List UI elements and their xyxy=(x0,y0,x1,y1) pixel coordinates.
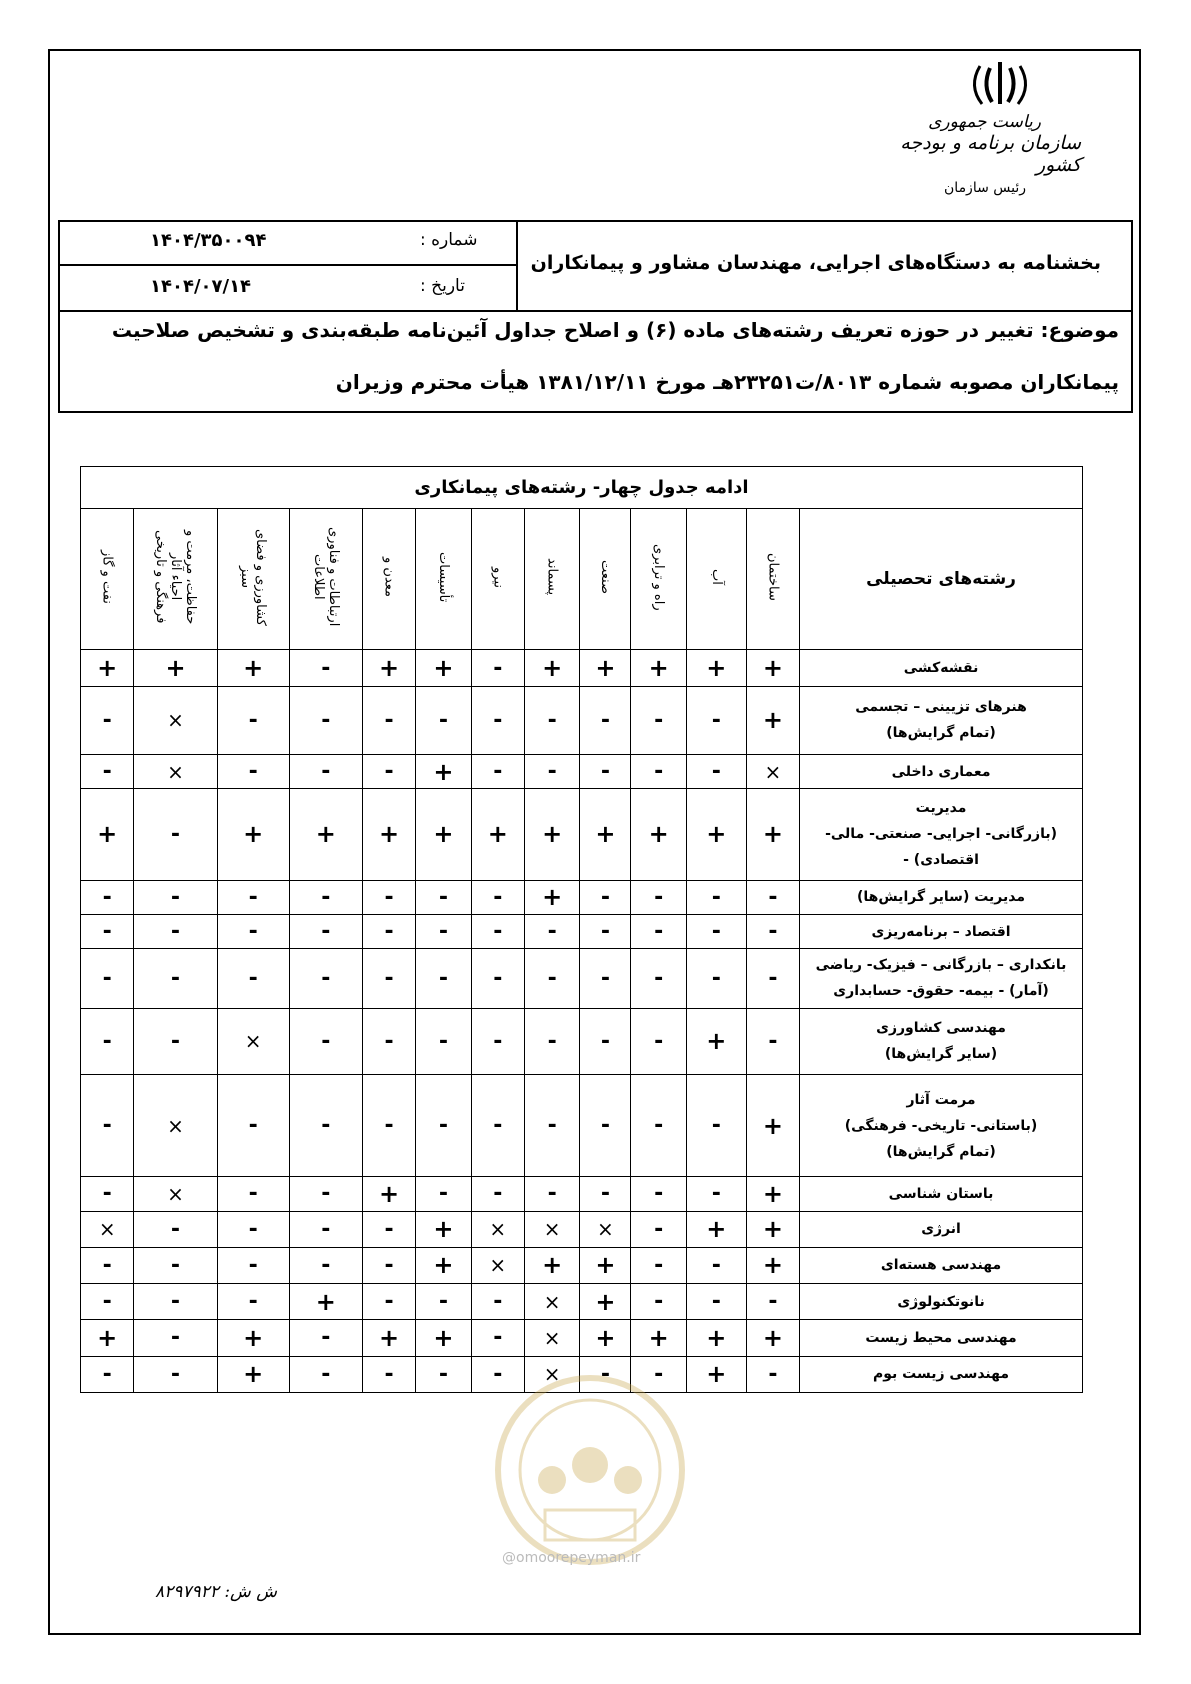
eligibility-cell: - xyxy=(134,880,217,914)
eligibility-cell: + xyxy=(289,1284,362,1320)
eligibility-cell: + xyxy=(686,1356,746,1392)
field-name: مهندسی هسته‌ای xyxy=(800,1247,1083,1283)
category-column-header: حفاظت، مرمت و احیاء آثار فرهنگی و تاریخی xyxy=(153,529,198,625)
eligibility-cell: - xyxy=(471,914,524,948)
date-label: تاریخ : xyxy=(420,276,465,296)
eligibility-cell: - xyxy=(289,1211,362,1247)
eligibility-cell: - xyxy=(580,755,631,789)
field-name: هنرهای تزیینی – تجسمی (تمام گرایش‌ها) xyxy=(800,686,1083,754)
subject-line-1: موضوع: تغییر در حوزه تعریف رشته‌های ماده (۶) و اصلاح جداول آئین‌نامه طبقه‌بندی و تشخیص صلاحیت xyxy=(111,318,1119,342)
eligibility-cell: - xyxy=(362,755,415,789)
eligibility-cell: - xyxy=(416,1177,471,1211)
eligibility-cell: + xyxy=(524,789,579,881)
category-column-header: نفت و گاز xyxy=(99,550,115,604)
eligibility-cell: - xyxy=(289,650,362,686)
eligibility-cell: - xyxy=(81,1177,134,1211)
eligibility-cell: - xyxy=(289,949,362,1009)
eligibility-cell: + xyxy=(746,789,799,881)
eligibility-cell: × xyxy=(471,1211,524,1247)
eligibility-cell: × xyxy=(81,1211,134,1247)
eligibility-cell: + xyxy=(686,789,746,881)
eligibility-cell: + xyxy=(580,650,631,686)
field-name: مهندسی کشاورزی (سایر گرایش‌ها) xyxy=(800,1008,1083,1074)
eligibility-cell: - xyxy=(471,1074,524,1176)
eligibility-cell: + xyxy=(580,1247,631,1283)
category-column-header: ارتباطات و فناوری اطلاعات xyxy=(310,527,341,627)
eligibility-cell: - xyxy=(580,1008,631,1074)
eligibility-cell: - xyxy=(416,1008,471,1074)
eligibility-cell: - xyxy=(524,1177,579,1211)
eligibility-cell: - xyxy=(686,880,746,914)
eligibility-cell: - xyxy=(746,1284,799,1320)
eligibility-cell: - xyxy=(746,914,799,948)
eligibility-cell: + xyxy=(217,1356,289,1392)
eligibility-cell: - xyxy=(362,1247,415,1283)
eligibility-cell: + xyxy=(580,1320,631,1356)
table-row xyxy=(81,755,1083,789)
category-column-header: راه و ترابری xyxy=(651,543,667,611)
eligibility-cell: - xyxy=(524,755,579,789)
eligibility-cell: - xyxy=(134,914,217,948)
eligibility-cell: - xyxy=(471,1284,524,1320)
eligibility-cell: - xyxy=(81,1247,134,1283)
table-row xyxy=(81,949,1083,1009)
eligibility-cell: + xyxy=(471,789,524,881)
eligibility-cell: - xyxy=(134,1320,217,1356)
field-name: مرمت آثار (باستانی- تاریخی- فرهنگی) (تمام گرایش‌ها) xyxy=(800,1074,1083,1176)
table-row xyxy=(81,1177,1083,1211)
eligibility-cell: - xyxy=(81,880,134,914)
table-row xyxy=(81,1247,1083,1283)
table-row xyxy=(81,914,1083,948)
eligibility-cell: - xyxy=(471,1177,524,1211)
eligibility-cell: - xyxy=(631,686,686,754)
eligibility-cell: + xyxy=(746,686,799,754)
table-row xyxy=(81,686,1083,754)
eligibility-cell: - xyxy=(289,1320,362,1356)
eligibility-cell: - xyxy=(289,1008,362,1074)
eligibility-cell: - xyxy=(471,1356,524,1392)
eligibility-cell: - xyxy=(217,914,289,948)
eligibility-cell: + xyxy=(362,789,415,881)
eligibility-cell: × xyxy=(217,1008,289,1074)
eligibility-cell: + xyxy=(746,1320,799,1356)
eligibility-cell: - xyxy=(580,914,631,948)
eligibility-cell: + xyxy=(746,650,799,686)
eligibility-cell: - xyxy=(631,755,686,789)
eligibility-cell: - xyxy=(471,1320,524,1356)
eligibility-cell: - xyxy=(471,650,524,686)
eligibility-cell: - xyxy=(134,1356,217,1392)
eligibility-cell: - xyxy=(217,1074,289,1176)
eligibility-cell: + xyxy=(416,1247,471,1283)
eligibility-cell: - xyxy=(81,949,134,1009)
eligibility-cell: - xyxy=(631,949,686,1009)
eligibility-cell: × xyxy=(134,686,217,754)
table-row xyxy=(81,1074,1083,1176)
eligibility-cell: + xyxy=(746,1074,799,1176)
field-column-header: رشته‌های تحصیلی xyxy=(800,508,1083,650)
field-name: نقشه‌کشی xyxy=(800,650,1083,686)
eligibility-cell: + xyxy=(631,789,686,881)
eligibility-cell: - xyxy=(81,1356,134,1392)
eligibility-cell: - xyxy=(524,1008,579,1074)
eligibility-cell: - xyxy=(580,1177,631,1211)
eligibility-cell: + xyxy=(416,755,471,789)
eligibility-cell: + xyxy=(416,1320,471,1356)
number-label: شماره : xyxy=(420,230,478,250)
eligibility-cell: + xyxy=(217,1320,289,1356)
table-row xyxy=(81,1320,1083,1356)
eligibility-cell: × xyxy=(524,1211,579,1247)
watermark-text: @omoorepeyman.ir xyxy=(502,1550,641,1566)
eligibility-cell: × xyxy=(134,1177,217,1211)
eligibility-cell: + xyxy=(746,1247,799,1283)
emblem-icon xyxy=(960,58,1040,108)
letter-header-box xyxy=(58,220,1133,413)
eligibility-cell: + xyxy=(134,650,217,686)
eligibility-cell: - xyxy=(686,1284,746,1320)
contractor-fields-table xyxy=(80,466,1083,1393)
eligibility-cell: + xyxy=(686,1320,746,1356)
eligibility-cell: + xyxy=(524,650,579,686)
field-name: نانوتکنولوژی xyxy=(800,1284,1083,1320)
eligibility-cell: - xyxy=(416,949,471,1009)
field-name: انرژی xyxy=(800,1211,1083,1247)
eligibility-cell: - xyxy=(362,914,415,948)
eligibility-cell: + xyxy=(746,1211,799,1247)
eligibility-cell: - xyxy=(81,1074,134,1176)
table-row xyxy=(81,1284,1083,1320)
eligibility-cell: - xyxy=(217,686,289,754)
eligibility-cell: - xyxy=(631,1211,686,1247)
table-row xyxy=(81,880,1083,914)
eligibility-cell: - xyxy=(686,914,746,948)
eligibility-cell: + xyxy=(81,650,134,686)
category-column-header: معدن و xyxy=(381,557,397,598)
eligibility-cell: - xyxy=(686,1177,746,1211)
eligibility-cell: + xyxy=(416,650,471,686)
eligibility-cell: - xyxy=(580,949,631,1009)
eligibility-cell: - xyxy=(362,1356,415,1392)
subject-line-2: پیمانکاران مصوبه شماره ۸۰۱۳/ت۲۳۲۵۱هـ مورخ ۱۳۸۱/۱۲/۱۱ هیأت محترم وزیران xyxy=(335,370,1119,394)
eligibility-cell: × xyxy=(524,1284,579,1320)
eligibility-cell: - xyxy=(217,1247,289,1283)
eligibility-cell: - xyxy=(416,1074,471,1176)
eligibility-cell: + xyxy=(746,1177,799,1211)
eligibility-cell: + xyxy=(686,1008,746,1074)
eligibility-cell: - xyxy=(289,755,362,789)
field-name: باستان شناسی xyxy=(800,1177,1083,1211)
eligibility-cell: - xyxy=(217,880,289,914)
eligibility-cell: - xyxy=(631,1284,686,1320)
eligibility-cell: - xyxy=(631,1177,686,1211)
eligibility-cell: + xyxy=(217,650,289,686)
eligibility-cell: - xyxy=(134,1247,217,1283)
field-name: اقتصاد – برنامه‌ریزی xyxy=(800,914,1083,948)
eligibility-cell: - xyxy=(746,1356,799,1392)
eligibility-cell: - xyxy=(580,880,631,914)
field-name: معماری داخلی xyxy=(800,755,1083,789)
eligibility-cell: - xyxy=(746,1008,799,1074)
category-column-header: ساختمان xyxy=(765,553,781,601)
category-column-header: نیرو xyxy=(490,566,506,588)
eligibility-cell: - xyxy=(471,686,524,754)
eligibility-cell: - xyxy=(289,880,362,914)
eligibility-cell: + xyxy=(686,1211,746,1247)
table-row xyxy=(81,789,1083,881)
footer-reference: ش ش: ۸۲۹۷۹۲۲ xyxy=(155,1582,277,1602)
eligibility-cell: - xyxy=(134,1284,217,1320)
eligibility-cell: - xyxy=(580,1074,631,1176)
eligibility-cell: - xyxy=(217,949,289,1009)
organization-block xyxy=(861,112,1081,196)
eligibility-cell: - xyxy=(631,1008,686,1074)
category-column-header: صنعت xyxy=(597,560,613,595)
eligibility-cell: × xyxy=(471,1247,524,1283)
eligibility-cell: + xyxy=(416,1211,471,1247)
eligibility-cell: - xyxy=(746,949,799,1009)
eligibility-cell: × xyxy=(134,1074,217,1176)
date-value: ۱۴۰۴/۰۷/۱۴ xyxy=(150,276,252,297)
eligibility-cell: + xyxy=(362,1320,415,1356)
eligibility-cell: - xyxy=(524,1074,579,1176)
eligibility-cell: - xyxy=(524,686,579,754)
eligibility-cell: - xyxy=(289,1356,362,1392)
eligibility-cell: + xyxy=(81,789,134,881)
eligibility-cell: - xyxy=(362,1284,415,1320)
eligibility-cell: - xyxy=(580,1356,631,1392)
eligibility-cell: - xyxy=(134,1211,217,1247)
eligibility-cell: + xyxy=(631,1320,686,1356)
eligibility-cell: + xyxy=(362,1177,415,1211)
eligibility-cell: - xyxy=(362,686,415,754)
eligibility-cell: + xyxy=(81,1320,134,1356)
eligibility-cell: - xyxy=(631,914,686,948)
eligibility-cell: - xyxy=(217,755,289,789)
eligibility-cell: - xyxy=(134,949,217,1009)
eligibility-cell: - xyxy=(686,1247,746,1283)
eligibility-cell: - xyxy=(524,914,579,948)
eligibility-cell: - xyxy=(217,1177,289,1211)
eligibility-cell: - xyxy=(289,914,362,948)
field-name: مهندسی محیط زیست xyxy=(800,1320,1083,1356)
eligibility-cell: - xyxy=(289,1074,362,1176)
eligibility-cell: - xyxy=(746,880,799,914)
org-line-1: ریاست جمهوری xyxy=(928,112,1041,132)
eligibility-cell: × xyxy=(524,1356,579,1392)
eligibility-cell: - xyxy=(416,880,471,914)
eligibility-cell: + xyxy=(686,650,746,686)
category-column-header: پسماند xyxy=(544,558,560,596)
eligibility-cell: - xyxy=(631,1356,686,1392)
eligibility-cell: - xyxy=(416,1356,471,1392)
eligibility-cell: - xyxy=(471,755,524,789)
eligibility-cell: + xyxy=(416,789,471,881)
field-name: بانکداری – بازرگانی – فیزیک- ریاضی (آمار) - بیمه- حقوق- حسابداری xyxy=(800,949,1083,1009)
eligibility-cell: - xyxy=(362,880,415,914)
number-value: ۱۴۰۴/۳۵۰۰۹۴ xyxy=(150,230,267,251)
eligibility-cell: - xyxy=(81,686,134,754)
org-line-3: رئیس سازمان xyxy=(944,180,1026,196)
eligibility-cell: - xyxy=(631,1247,686,1283)
eligibility-cell: - xyxy=(686,686,746,754)
category-column-header: کشاورزی و فضای سبز xyxy=(238,528,269,626)
eligibility-cell: - xyxy=(362,1211,415,1247)
eligibility-cell: - xyxy=(416,1284,471,1320)
watermark-logo-icon xyxy=(490,1370,690,1570)
eligibility-cell: - xyxy=(217,1284,289,1320)
table-row xyxy=(81,650,1083,686)
eligibility-cell: + xyxy=(524,1247,579,1283)
eligibility-cell: - xyxy=(81,755,134,789)
eligibility-cell: - xyxy=(686,755,746,789)
eligibility-cell: - xyxy=(471,949,524,1009)
field-name: مهندسی زیست بوم xyxy=(800,1356,1083,1392)
eligibility-cell: - xyxy=(686,1074,746,1176)
eligibility-cell: - xyxy=(416,686,471,754)
category-column-header: آب xyxy=(708,569,724,585)
eligibility-cell: + xyxy=(217,789,289,881)
eligibility-cell: + xyxy=(580,789,631,881)
eligibility-cell: × xyxy=(524,1320,579,1356)
eligibility-cell: + xyxy=(362,650,415,686)
field-name: مدیریت (سایر گرایش‌ها) xyxy=(800,880,1083,914)
eligibility-cell: - xyxy=(416,914,471,948)
eligibility-cell: - xyxy=(134,789,217,881)
eligibility-cell: × xyxy=(580,1211,631,1247)
eligibility-cell: × xyxy=(746,755,799,789)
eligibility-cell: - xyxy=(686,949,746,1009)
field-name: مدیریت (بازرگانی- اجرایی- صنعتی- مالی- اقتصادی) - xyxy=(800,789,1083,881)
eligibility-cell: - xyxy=(81,1284,134,1320)
eligibility-cell: - xyxy=(289,1247,362,1283)
eligibility-cell: - xyxy=(362,1074,415,1176)
eligibility-cell: - xyxy=(362,1008,415,1074)
eligibility-cell: - xyxy=(631,880,686,914)
table-title: ادامه جدول چهار- رشته‌های پیمانکاری xyxy=(81,467,1083,509)
eligibility-cell: - xyxy=(471,1008,524,1074)
category-column-header: تأسیسات xyxy=(435,551,451,603)
eligibility-cell: + xyxy=(580,1284,631,1320)
table-row xyxy=(81,1211,1083,1247)
org-line-2: سازمان برنامه و بودجه کشور xyxy=(900,132,1081,176)
eligibility-cell: - xyxy=(81,914,134,948)
eligibility-cell: - xyxy=(217,1211,289,1247)
eligibility-cell: × xyxy=(134,755,217,789)
circular-recipients: بخشنامه به دستگاه‌های اجرایی، مهندسان مشاور و پیمانکاران xyxy=(530,252,1101,274)
eligibility-cell: - xyxy=(471,880,524,914)
eligibility-cell: + xyxy=(524,880,579,914)
eligibility-cell: + xyxy=(631,650,686,686)
eligibility-cell: - xyxy=(580,686,631,754)
eligibility-cell: - xyxy=(362,949,415,1009)
table-row xyxy=(81,1008,1083,1074)
eligibility-cell: - xyxy=(631,1074,686,1176)
eligibility-cell: - xyxy=(289,686,362,754)
eligibility-cell: - xyxy=(81,1008,134,1074)
eligibility-cell: - xyxy=(289,1177,362,1211)
eligibility-cell: + xyxy=(289,789,362,881)
eligibility-cell: - xyxy=(524,949,579,1009)
eligibility-cell: - xyxy=(134,1008,217,1074)
